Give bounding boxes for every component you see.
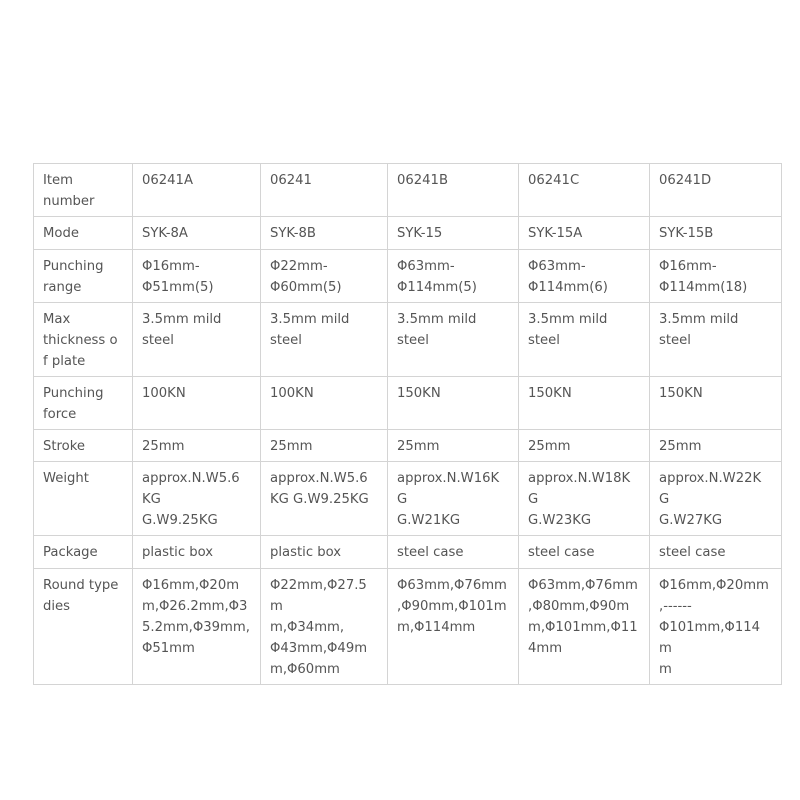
table-row	[34, 250, 782, 303]
table-cell: Φ16mm- Φ114mm(18)	[650, 250, 782, 303]
table-cell: Φ16mm,Φ20mm ,------ Φ101mm,Φ114m m	[650, 569, 782, 685]
table-cell: approx.N.W5.6 KG G.W9.25KG	[261, 462, 388, 536]
spec-table	[33, 163, 782, 685]
table-cell: 150KN	[388, 377, 519, 430]
table-cell: 3.5mm mild steel	[388, 303, 519, 377]
table-row	[34, 430, 782, 462]
table-cell: approx.N.W18K G G.W23KG	[519, 462, 650, 536]
table-cell: steel case	[519, 536, 650, 569]
table-cell: 3.5mm mild steel	[261, 303, 388, 377]
table-cell: Φ22mm,Φ27.5m m,Φ34mm, Φ43mm,Φ49m m,Φ60mm	[261, 569, 388, 685]
table-row	[34, 569, 782, 685]
table-cell: Φ22mm- Φ60mm(5)	[261, 250, 388, 303]
table-cell: 06241A	[133, 164, 261, 217]
table-cell: 3.5mm mild steel	[519, 303, 650, 377]
table-cell: 100KN	[133, 377, 261, 430]
row-label: Item number	[34, 164, 133, 217]
table-cell: SYK-15B	[650, 217, 782, 250]
row-label: Round type dies	[34, 569, 133, 685]
table-cell: Φ63mm- Φ114mm(5)	[388, 250, 519, 303]
table-cell: steel case	[650, 536, 782, 569]
row-label: Punching force	[34, 377, 133, 430]
table-row	[34, 536, 782, 569]
row-label: Max thickness o f plate	[34, 303, 133, 377]
table-row	[34, 217, 782, 250]
table-cell: 06241C	[519, 164, 650, 217]
row-label: Package	[34, 536, 133, 569]
table-cell: Φ16mm- Φ51mm(5)	[133, 250, 261, 303]
table-cell: 06241	[261, 164, 388, 217]
table-cell: 150KN	[519, 377, 650, 430]
table-cell: SYK-8B	[261, 217, 388, 250]
table-cell: Φ63mm,Φ76mm ,Φ90mm,Φ101m m,Φ114mm	[388, 569, 519, 685]
table-cell: steel case	[388, 536, 519, 569]
row-label: Mode	[34, 217, 133, 250]
table-cell: SYK-15A	[519, 217, 650, 250]
table-cell: 25mm	[133, 430, 261, 462]
row-label: Weight	[34, 462, 133, 536]
table-row	[34, 164, 782, 217]
row-label: Punching range	[34, 250, 133, 303]
table-row	[34, 303, 782, 377]
table-cell: plastic box	[261, 536, 388, 569]
table-cell: Φ63mm- Φ114mm(6)	[519, 250, 650, 303]
table-cell: 100KN	[261, 377, 388, 430]
spec-table-body	[34, 164, 782, 685]
table-cell: SYK-15	[388, 217, 519, 250]
table-cell: 25mm	[388, 430, 519, 462]
row-label: Stroke	[34, 430, 133, 462]
table-row	[34, 377, 782, 430]
table-row	[34, 462, 782, 536]
table-cell: approx.N.W16K G G.W21KG	[388, 462, 519, 536]
table-cell: 06241B	[388, 164, 519, 217]
table-cell: 25mm	[519, 430, 650, 462]
table-cell: 06241D	[650, 164, 782, 217]
table-cell: 3.5mm mild steel	[650, 303, 782, 377]
table-cell: 150KN	[650, 377, 782, 430]
table-cell: approx.N.W22K G G.W27KG	[650, 462, 782, 536]
table-cell: 25mm	[650, 430, 782, 462]
table-cell: 3.5mm mild steel	[133, 303, 261, 377]
table-cell: approx.N.W5.6 KG G.W9.25KG	[133, 462, 261, 536]
table-cell: Φ16mm,Φ20m m,Φ26.2mm,Φ3 5.2mm,Φ39mm, Φ51mm	[133, 569, 261, 685]
table-cell: plastic box	[133, 536, 261, 569]
table-cell: 25mm	[261, 430, 388, 462]
table-cell: SYK-8A	[133, 217, 261, 250]
table-cell: Φ63mm,Φ76mm ,Φ80mm,Φ90m m,Φ101mm,Φ11 4mm	[519, 569, 650, 685]
